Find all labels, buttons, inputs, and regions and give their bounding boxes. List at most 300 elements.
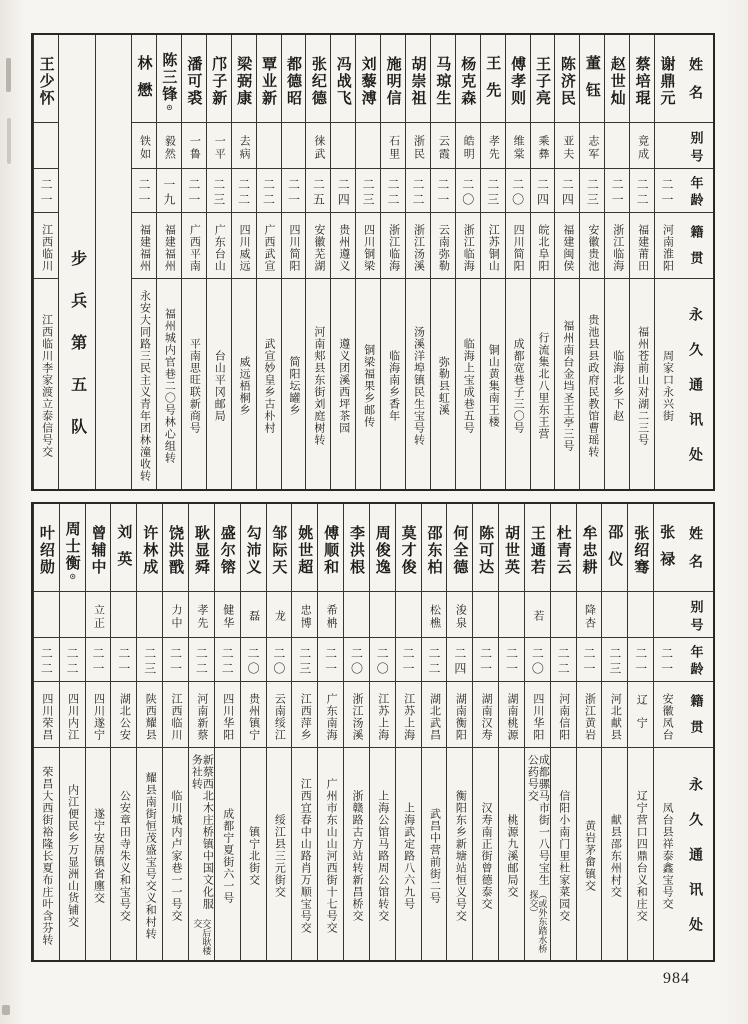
person-native-place: 贵州遵义 (331, 213, 355, 279)
person-native-place: 四川铜梁 (356, 213, 380, 279)
person-address: 遵义团溪西坪茶园 (337, 338, 350, 434)
person-name: 何全德 (447, 504, 472, 592)
person-column (317, 504, 343, 960)
page-number: 984 (663, 970, 690, 987)
person-name: 叶绍勋 (34, 504, 59, 592)
person-column (627, 504, 653, 960)
scan-smudge (7, 118, 11, 164)
person-native-place: 江苏上海 (396, 682, 421, 748)
person-age: 二二 (189, 638, 214, 682)
person-alias (602, 592, 627, 638)
person-alias (370, 592, 395, 638)
person-address: 武昌中营前街二号 (428, 808, 441, 904)
person-alias: 降杏 (577, 592, 602, 638)
person-native-place: 四川简阳 (282, 213, 306, 279)
person-native-place: 江苏上海 (370, 682, 395, 748)
person-alias: 磊 (241, 592, 266, 638)
person-native-place: 浙江汤溪 (344, 682, 369, 748)
person-native-place: 浙江黄岩 (577, 682, 602, 748)
person-address: 黄岩茅畲镇交 (583, 820, 596, 892)
column-header-age: 年龄 (679, 169, 713, 213)
person-name: 赵世灿 (605, 35, 629, 123)
person-age: 二一 (499, 638, 524, 682)
person-alias (499, 592, 524, 638)
person-native-place: 安徽凤台 (654, 682, 679, 748)
person-age: 一九 (157, 169, 181, 213)
person-column (395, 504, 421, 960)
person-address: 平南思旺联新商号 (188, 338, 201, 434)
person-age: 二四 (447, 638, 472, 682)
person-address: 贵池县县政府民教馆曹瑶转 (586, 314, 599, 458)
person-age: 二四 (531, 169, 555, 213)
person-age: 二二 (422, 638, 447, 682)
person-age: 二一 (577, 638, 602, 682)
person-column (405, 35, 430, 489)
person-native-place: 福建福州 (157, 213, 181, 279)
person-address: 武宣妙皇乡古朴村 (263, 338, 276, 434)
column-header-address: 永久通讯处 (688, 776, 704, 952)
column-header-name: 姓名 (679, 35, 713, 123)
person-column (524, 504, 550, 960)
person-name: 张绍骞 (628, 504, 653, 592)
person-address: 广州市东山山河西街十七号交 (325, 778, 338, 934)
person-column (472, 504, 498, 960)
person-column (59, 504, 85, 960)
person-name: 梁弼康 (232, 35, 256, 123)
person-address: 弥勒县虹溪 (437, 356, 450, 416)
person-native-place: 皖北阜阳 (531, 213, 555, 279)
person-name: 董钰 (580, 35, 604, 123)
person-age: 二〇 (370, 638, 395, 682)
person-address: 永安大同路三民主义青年团林潼收转 (138, 290, 151, 482)
person-column (430, 35, 455, 489)
person-column (550, 504, 576, 960)
person-address: 周家口永兴街 (661, 350, 674, 422)
person-alias: 徕武 (306, 123, 330, 169)
person-column (505, 35, 530, 489)
person-alias (111, 592, 136, 638)
person-alias (655, 123, 679, 169)
person-address: 凤台县祥泰鑫宝号交 (661, 802, 674, 910)
person-age: 二一 (86, 638, 111, 682)
person-column (291, 504, 317, 960)
person-name: 姚世超 (292, 504, 317, 592)
header-column (679, 504, 713, 960)
person-column (136, 504, 162, 960)
person-name: 杨克森 (456, 35, 480, 123)
person-alias: 若 (525, 592, 550, 638)
person-name: 牟忠耕 (577, 504, 602, 592)
person-age: 二〇 (506, 169, 530, 213)
person-age: 二二 (551, 638, 576, 682)
person-age: 二二 (232, 169, 256, 213)
person-alias: 龙 (267, 592, 292, 638)
person-native-place: 安徽贵池 (580, 213, 604, 279)
person-age: 二一 (431, 169, 455, 213)
person-alias: 铁如 (132, 123, 156, 169)
person-age: 二一 (655, 169, 679, 213)
person-name: 胡世英 (499, 504, 524, 592)
person-address: 江西宜春中山路肖万顺宝号交 (299, 778, 312, 934)
person-address: 遂宁安居镇省廛交 (92, 808, 105, 904)
person-name: 勾沛义 (241, 504, 266, 592)
person-native-place: 福建福州 (132, 213, 156, 279)
person-column (369, 504, 395, 960)
person-native-place: 四川华阳 (525, 682, 550, 748)
person-column (231, 35, 256, 489)
person-name: 都德昭 (282, 35, 306, 123)
column-header-native: 籍贯 (679, 682, 713, 748)
person-address: 福州苍前山对湖二三号 (636, 326, 649, 446)
person-address: 献县邵东州村交 (609, 814, 622, 898)
person-age: 二三 (207, 169, 231, 213)
person-address: 河南郏县东街刘庭树转 (312, 326, 325, 446)
person-column (33, 504, 59, 960)
person-name: 王少怀 (34, 35, 58, 123)
person-address: 上海武定路八六九号 (402, 802, 415, 910)
person-native-place: 四川简阳 (506, 213, 530, 279)
person-alias (551, 592, 576, 638)
person-age: 二二 (34, 638, 59, 682)
person-column (206, 35, 231, 489)
person-column (343, 504, 369, 960)
person-alias: 维棠 (506, 123, 530, 169)
person-name: 耿显舜 (189, 504, 214, 592)
person-age: 二一 (163, 638, 188, 682)
person-column (305, 35, 330, 489)
person-native-place: 辽宁 (628, 682, 653, 748)
person-alias: 一鲁 (182, 123, 206, 169)
person-address: 浙赣路古方站转新昌桥交 (350, 790, 363, 922)
person-native-place: 福建闽侯 (555, 213, 579, 279)
person-native-place: 云南绥江 (267, 682, 292, 748)
person-age: 二一 (605, 169, 629, 213)
person-column (554, 35, 579, 489)
person-alias: 健华 (215, 592, 240, 638)
person-address: 成都宽巷子三〇号 (512, 338, 525, 434)
unit-divider-label: 步兵第五队 (68, 249, 86, 460)
person-alias (344, 592, 369, 638)
person-age: 二〇 (241, 638, 266, 682)
person-age: 二一 (111, 638, 136, 682)
person-native-place: 江西临川 (163, 682, 188, 748)
person-age: 二一 (396, 638, 421, 682)
column-header-native: 籍贯 (679, 213, 713, 279)
person-name: 王通若 (525, 504, 550, 592)
person-address-continuation: 交后耿楼交 (192, 919, 212, 956)
person-name: 邹际天 (267, 504, 292, 592)
person-alias: 毅然 (157, 123, 181, 169)
person-address: 桃源九溪邮局交 (506, 814, 519, 898)
person-column (629, 35, 654, 489)
person-alias (137, 592, 162, 638)
person-alias: 松樵 (422, 592, 447, 638)
person-alias: 孝先 (189, 592, 214, 638)
scan-smudge (2, 1005, 10, 1015)
person-name: 傅顺和 (318, 504, 343, 592)
person-alias: 乘彝 (531, 123, 555, 169)
person-name: 王先 (481, 35, 505, 123)
person-alias: 云霞 (431, 123, 455, 169)
person-address: 行流集北八里东王营 (537, 332, 550, 440)
person-native-place: 浙江临海 (605, 213, 629, 279)
person-alias: 一平 (207, 123, 231, 169)
person-name: 胡崇祖 (406, 35, 430, 123)
person-native-place: 贵州镇宁 (241, 682, 266, 748)
person-name: 冯战飞 (331, 35, 355, 123)
person-native-place: 江西临川 (34, 213, 58, 279)
person-native-place: 浙江临海 (456, 213, 480, 279)
person-address-continuation: （或外东踏水桥探交） (528, 890, 548, 953)
person-age: 二一 (282, 169, 306, 213)
person-name: 施明信 (381, 35, 405, 123)
person-address: 公安章田寺朱义和宝号交 (118, 790, 131, 922)
person-native-place: 江西萍乡 (292, 682, 317, 748)
person-name: 刘英 (111, 504, 136, 592)
person-alias: 石里 (381, 123, 405, 169)
person-native-place: 四川遂宁 (86, 682, 111, 748)
person-native-place: 浙江汤溪 (406, 213, 430, 279)
person-age: 二二 (406, 169, 430, 213)
person-alias (60, 592, 85, 638)
person-age: 二〇 (344, 638, 369, 682)
person-age: 二〇 (456, 169, 480, 213)
person-name: 莫才俊 (396, 504, 421, 592)
person-address: 福州城内官巷二〇号林心组转 (163, 308, 176, 464)
person-alias (654, 592, 679, 638)
person-native-place: 广西平南 (182, 213, 206, 279)
person-age: 二四 (555, 169, 579, 213)
person-native-place: 安徽芜湖 (306, 213, 330, 279)
person-name: 杜青云 (551, 504, 576, 592)
directory-table-top (31, 33, 715, 491)
person-alias (34, 123, 58, 169)
person-alias: 力中 (163, 592, 188, 638)
person-column (355, 35, 380, 489)
person-address: 内江便民乡万显洲山货铺交 (66, 784, 79, 928)
person-address: 威远梧桐乡 (238, 356, 251, 416)
person-column (214, 504, 240, 960)
person-name: 潘可裘 (182, 35, 206, 123)
person-alias: 志军 (580, 123, 604, 169)
person-column (188, 504, 214, 960)
person-address: 衡阳东乡新塘站恒义号交 (454, 790, 467, 922)
person-address: 汉寿南正街曾德泰交 (480, 802, 493, 910)
person-name: 刘藜溥 (356, 35, 380, 123)
column-header-address: 永久通讯处 (688, 306, 704, 482)
person-age: 二三 (481, 169, 505, 213)
person-name-annotation-mark: ⊙ (164, 102, 174, 112)
person-name: 周士衡 ⊙ (60, 504, 85, 592)
person-address: 临海上宝成巷五号 (462, 338, 475, 434)
person-alias: 浚泉 (447, 592, 472, 638)
person-native-place: 湖北公安 (111, 682, 136, 748)
person-native-place: 云南弥勒 (431, 213, 455, 279)
person-alias: 浙民 (406, 123, 430, 169)
person-native-place: 广东台山 (207, 213, 231, 279)
person-name: 傅孝则 (506, 35, 530, 123)
scan-smudge (6, 58, 11, 92)
person-age: 二二 (215, 638, 240, 682)
person-name: 林懋 (132, 35, 156, 123)
person-name-annotation-mark: ⊙ (68, 571, 78, 581)
person-native-place: 四川华阳 (215, 682, 240, 748)
person-native-place: 江苏铜山 (481, 213, 505, 279)
column-header-alias: 别号 (679, 592, 713, 638)
person-age: 二三 (580, 169, 604, 213)
person-address: 台山平冈邮局 (213, 350, 226, 422)
person-native-place: 四川内江 (60, 682, 85, 748)
person-alias (473, 592, 498, 638)
person-column (576, 504, 602, 960)
person-column (446, 504, 472, 960)
person-alias (356, 123, 380, 169)
person-age: 二五 (306, 169, 330, 213)
person-age: 二一 (473, 638, 498, 682)
person-address: 上海公馆马路周公馆转交 (376, 790, 389, 922)
person-native-place: 浙江临海 (381, 213, 405, 279)
person-address: 铜山黄集南王楼 (487, 344, 500, 428)
directory-table-bottom (31, 502, 715, 962)
person-age: 二三 (356, 169, 380, 213)
column-header-name: 姓名 (679, 504, 713, 592)
header-column (679, 35, 713, 489)
person-age: 二二 (257, 169, 281, 213)
person-column (601, 504, 627, 960)
person-column (181, 35, 206, 489)
person-column (380, 35, 405, 489)
person-name: 邵仪 (602, 504, 627, 592)
person-address: 江西临川李家渡立泰信号交 (40, 314, 53, 458)
blank-cell (96, 35, 131, 489)
person-address: 新蔡西北木庄桥镇中国文化服务社转 交后耿楼交 (189, 748, 214, 960)
person-name: 许林成 (137, 504, 162, 592)
person-name: 陈济民 (555, 35, 579, 123)
person-native-place: 四川威远 (232, 213, 256, 279)
person-alias: 忠博 (292, 592, 317, 638)
person-alias (628, 592, 653, 638)
person-address: 铜梁福果乡邮传 (362, 344, 375, 428)
person-column (110, 504, 136, 960)
person-address: 临川城内卢家巷一一号交 (170, 790, 183, 922)
person-column (654, 35, 679, 489)
person-alias (34, 592, 59, 638)
person-native-place: 四川荣昌 (34, 682, 59, 748)
person-age: 二〇 (267, 638, 292, 682)
person-name: 饶洪戬 (163, 504, 188, 592)
person-name: 马琼生 (431, 35, 455, 123)
person-age: 二二 (630, 169, 654, 213)
person-name: 覃业新 (257, 35, 281, 123)
person-address: 荣昌大西街裕隆长夏布庄叶含芬转 (40, 766, 53, 946)
person-native-place: 河南信阳 (551, 682, 576, 748)
person-age: 二二 (60, 638, 85, 682)
person-alias: 立正 (86, 592, 111, 638)
person-native-place: 福建莆田 (630, 213, 654, 279)
person-address: 绥江县三元街交 (273, 814, 286, 898)
person-native-place: 湖北武昌 (422, 682, 447, 748)
person-native-place: 河南淮阳 (655, 213, 679, 279)
person-column (604, 35, 629, 489)
person-alias: 竟成 (630, 123, 654, 169)
person-column (480, 35, 505, 489)
person-column (498, 504, 524, 960)
person-address: 辽宁营口四鼎台义和庄交 (635, 790, 648, 922)
person-native-place: 陕西耀县 (137, 682, 162, 748)
person-age: 二四 (331, 169, 355, 213)
column-header-alias: 别号 (679, 123, 713, 169)
person-alias: 亚夫 (555, 123, 579, 169)
person-alias (257, 123, 281, 169)
person-name: 曾辅中 (86, 504, 111, 592)
person-name: 盛尔镕 (215, 504, 240, 592)
person-column (85, 504, 111, 960)
person-column (579, 35, 604, 489)
person-address: 简阳坛罐乡 (287, 356, 300, 416)
person-address: 临海北乡下赵 (611, 350, 624, 422)
person-column (256, 35, 281, 489)
person-age: 二〇 (525, 638, 550, 682)
person-name: 王子亮 (531, 35, 555, 123)
person-column (281, 35, 306, 489)
person-address: 临海南乡香年 (387, 350, 400, 422)
unit-divider-column (58, 35, 95, 489)
person-column (421, 504, 447, 960)
person-alias (605, 123, 629, 169)
person-name: 邵东柏 (422, 504, 447, 592)
person-name: 谢鼎元 (655, 35, 679, 123)
person-native-place: 湖南桃源 (499, 682, 524, 748)
column-header-age: 年龄 (679, 638, 713, 682)
person-column (653, 504, 679, 960)
person-address: 耀县南街恒茂盛宝号交义和村转 (144, 772, 157, 940)
person-column (240, 504, 266, 960)
person-name: 周俊逸 (370, 504, 395, 592)
person-name: 陈可达 (473, 504, 498, 592)
person-address: 成都骡马市街一八号宝生公药号交 （或外东踏水桥探交） (525, 748, 550, 960)
person-column (33, 35, 58, 489)
person-alias: 孝先 (481, 123, 505, 169)
person-address: 福州南台金垱圣王亭三号 (561, 320, 574, 452)
person-age: 二一 (654, 638, 679, 682)
person-alias: 去病 (232, 123, 256, 169)
person-age: 二一 (34, 169, 58, 213)
person-alias: 皓明 (456, 123, 480, 169)
person-column (530, 35, 555, 489)
person-column (131, 35, 156, 489)
person-address: 信阳小南门里杜家菜园交 (557, 790, 570, 922)
person-address: 镇宁北街交 (247, 826, 260, 886)
person-native-place: 河北献县 (602, 682, 627, 748)
person-age: 二三 (602, 638, 627, 682)
person-age: 二一 (132, 169, 156, 213)
person-alias (331, 123, 355, 169)
person-name: 蔡培琨 (630, 35, 654, 123)
person-age: 二三 (292, 638, 317, 682)
person-name: 张禄 (654, 504, 679, 592)
blank-column (95, 35, 131, 489)
person-alias (282, 123, 306, 169)
person-age: 二三 (137, 638, 162, 682)
person-age: 二一 (628, 638, 653, 682)
person-native-place: 湖南衡阳 (447, 682, 472, 748)
person-native-place: 河南新蔡 (189, 682, 214, 748)
person-name: 陈三锋 ⊙ (157, 35, 181, 123)
person-native-place: 广东南海 (318, 682, 343, 748)
person-alias (396, 592, 421, 638)
person-address: 汤溪洋埠镇民生宝号转 (412, 326, 425, 446)
person-alias: 希柟 (318, 592, 343, 638)
